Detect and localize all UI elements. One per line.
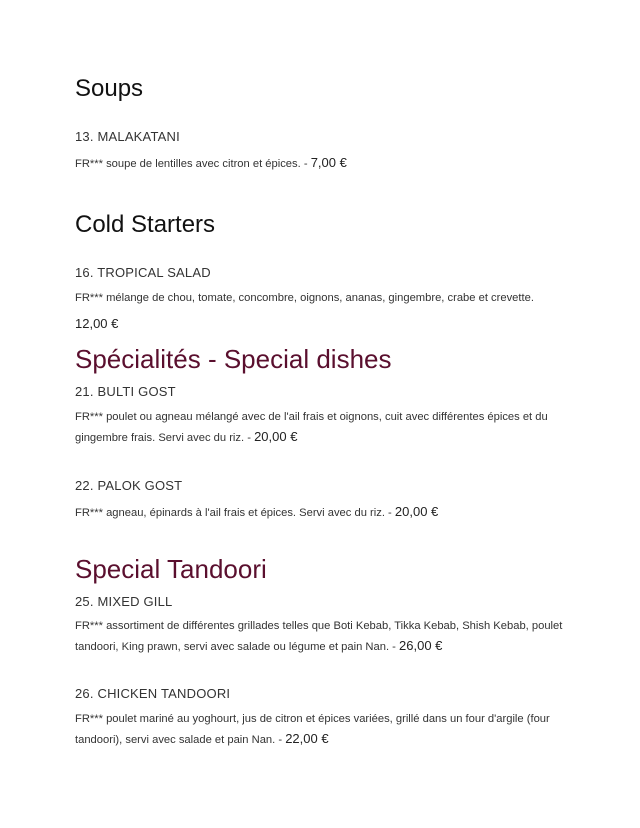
menu-item-price: 20,00 € <box>254 429 298 444</box>
menu-item-price: 12,00 € <box>75 316 119 331</box>
menu-item-desc-text: FR*** poulet mariné au yoghourt, jus de citron et épices variées, grillé dans un four d'argile (four tandoori), servi avec salade et pain Nan. - <box>75 713 550 746</box>
menu-item-desc-text: FR*** assortiment de différentes grillades telles que Boti Kebab, Tikka Kebab, Shish Kebab, poulet tandoori, King prawn, servi avec salade ou légume et pain Nan. - <box>75 620 563 653</box>
menu-item-desc-text: FR*** poulet ou agneau mélangé avec de l'ail frais et oignons, cuit avec différentes épices et du gingembre frais. Servi avec du riz. - <box>75 411 548 444</box>
menu-item-title: 21. BULTI GOST <box>75 384 176 399</box>
menu-item-description <box>75 408 575 448</box>
menu-item-description: FR*** mélange de chou, tomate, concombre, oignons, ananas, gingembre, crabe et crevette. <box>75 292 534 304</box>
menu-item-title: 25. MIXED GILL <box>75 594 173 609</box>
section-title-soups: Soups <box>75 75 144 102</box>
menu-item-description <box>75 153 575 174</box>
menu-item-description <box>75 710 575 750</box>
menu-item-description <box>75 502 575 523</box>
section-title-special-dishes: Spécialités - Special dishes <box>75 344 392 374</box>
menu-item-title: 16. TROPICAL SALAD <box>75 265 211 280</box>
menu-item-desc-text: FR*** soupe de lentilles avec citron et épices. - <box>75 158 311 170</box>
menu-item-desc-text: FR*** agneau, épinards à l'ail frais et épices. Servi avec du riz. - <box>75 507 395 519</box>
section-title-special-tandoori: Special Tandoori <box>75 554 267 584</box>
menu-item-price: 22,00 € <box>285 731 329 746</box>
menu-item-price: 26,00 € <box>399 638 443 653</box>
menu-item-title: 26. CHICKEN TANDOORI <box>75 686 231 701</box>
menu-item-title: 22. PALOK GOST <box>75 478 183 493</box>
menu-item-title: 13. MALAKATANI <box>75 129 180 144</box>
menu-item-description <box>75 617 575 657</box>
menu-item-price: 7,00 € <box>310 155 347 170</box>
section-title-cold-starters: Cold Starters <box>75 211 216 238</box>
menu-item-price: 20,00 € <box>394 504 439 519</box>
